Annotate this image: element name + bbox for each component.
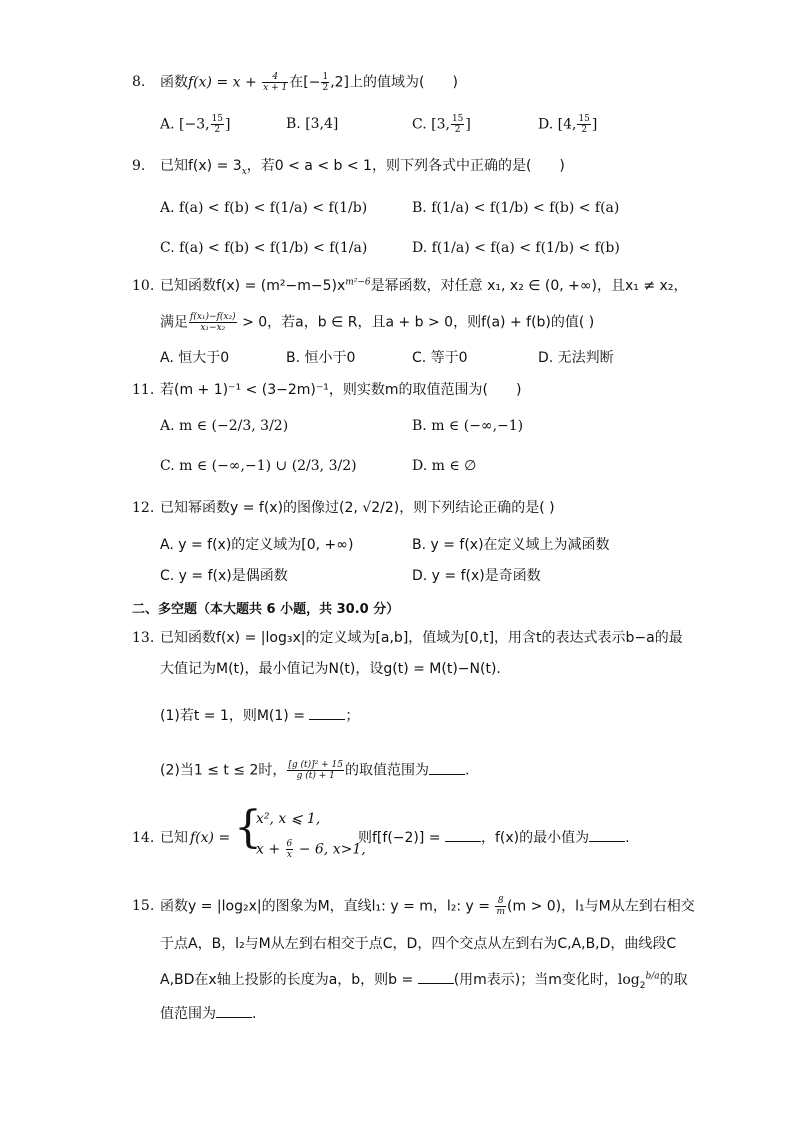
question-number: 15. [132, 898, 155, 914]
option-c: C. y = f(x)是偶函数 [160, 568, 288, 584]
question-number: 10. [132, 278, 155, 294]
question-stem-line2: 于点A，B，l₂与M从左到右相交于点C，D，四个交点从左到右为C,A,B,D，曲线段C [160, 936, 677, 952]
answer-blank[interactable] [429, 762, 465, 775]
question-stem: 则f[f(−2)] = ，f(x)的最小值为 . [358, 830, 630, 846]
question-stem-line3: A,BD在x轴上投影的长度为a，b，则b = (用m表示)；当m变化时，$\log_2^{b/a}$的取 [160, 971, 688, 991]
question-number: 13. [132, 630, 155, 646]
sub-question-2: (2)当1 ≤ t ≤ 2时， $\frac{\text{[g (t)]² + 15}}{g (t) + 1}$ 的取值范围为 . [160, 760, 470, 781]
question-stem: 函数f(x) = x + $\frac{4}{x + 1}$ 在[− $\frac{1}{2}$ ,2]上的值域为( ) [160, 72, 458, 93]
answer-blank[interactable] [418, 971, 454, 984]
option-c: C. 等于0 [412, 350, 468, 366]
question-stem-prefix: 已知 [160, 830, 188, 846]
option-b: B. 恒小于0 [286, 350, 356, 366]
section-heading: 二、多空题（本大题共 6 小题，共 30.0 分） [132, 602, 400, 617]
piecewise-brace: { [234, 802, 262, 853]
option-b: B. y = f(x)在定义域上为减函数 [412, 537, 610, 553]
option-d: D. 无法判断 [538, 350, 614, 366]
function-label: f(x) = [190, 830, 231, 846]
answer-blank[interactable] [309, 707, 345, 720]
piecewise-case-1: x², x ⩽ 1, [256, 811, 321, 827]
option-d: D. f(1/a) < f(a) < f(1/b) < f(b) [412, 240, 620, 256]
option-a: A. m ∈ (−2/3, 3/2) [160, 418, 289, 434]
answer-blank[interactable] [589, 829, 625, 842]
option-b: B. m ∈ (−∞,−1) [412, 418, 524, 434]
option-d: D. m ∈ ∅ [412, 458, 477, 474]
option-a: A. 恒大于0 [160, 350, 230, 366]
question-number: 12. [132, 500, 155, 516]
question-stem: 已知函数$f(x) = (m^2-m-5)x^{m^2-6}$是幂函数，对任意 x₁, x₂ ∈ (0, +∞)，且x₁ ≠ x₂， [160, 277, 688, 294]
answer-blank[interactable] [216, 1005, 252, 1018]
question-stem-line4: 值范围为 . [160, 1006, 257, 1022]
option-c: C. f(a) < f(b) < f(1/b) < f(1/a) [160, 240, 368, 256]
option-a: A. f(a) < f(b) < f(1/a) < f(1/b) [160, 200, 368, 216]
option-d: D. [4, $\frac{15}{2}$ ] [538, 114, 598, 135]
question-number: 14. [132, 830, 155, 846]
option-a: A. [−3, $\frac{15}{2}$ ] [160, 114, 231, 135]
question-stem: 若(m + 1)⁻¹ < (3−2m)⁻¹，则实数m的取值范围为( ) [160, 382, 522, 398]
piecewise-case-2: x + $\frac{6}{x}$ − 6, x>1, [256, 839, 366, 860]
question-stem: 已知$f(x) = 3_x$，若0 < a < b < 1，则下列各式中正确的是( ) [160, 158, 565, 177]
option-b: B. [3,4] [286, 116, 339, 132]
question-stem: 已知幂函数y = f(x)的图像过(2, √2/2)，则下列结论正确的是( ) [160, 500, 555, 516]
question-stem: 已知函数f(x) = |log₃x|的定义域为[a,b]，值域为[0,t]，用含t的表达式表示b−a的最 [160, 630, 683, 646]
question-number: 11. [132, 382, 155, 398]
question-stem-line2: 满足 $\frac{\text{f(x₁)−f(x₂)}}{\text{x₁−x₂}}$ > 0，若a，b ∈ R，且a + b > 0，则f(a) + f(b)的值( ) [160, 312, 595, 333]
question-stem-line2: 大值记为M(t)，最小值记为N(t)，设g(t) = M(t)−N(t). [160, 661, 501, 677]
option-a: A. y = f(x)的定义域为[0, +∞) [160, 537, 354, 553]
sub-question-1: (1)若t = 1，则M(1) = ； [160, 708, 360, 724]
option-c: C. m ∈ (−∞,−1) ∪ (2/3, 3/2) [160, 458, 357, 474]
option-b: B. f(1/a) < f(1/b) < f(b) < f(a) [412, 200, 620, 216]
option-d: D. y = f(x)是奇函数 [412, 568, 541, 584]
answer-blank[interactable] [445, 829, 481, 842]
option-c: C. [3, $\frac{15}{2}$ ] [412, 114, 471, 135]
question-stem: 函数y = |log₂x|的图象为M，直线l₁: y = m，l₂: y = $\frac{8}{m}$ (m > 0)，l₁与M从左到右相交 [160, 896, 695, 917]
question-number: 9. [132, 158, 146, 174]
question-number: 8. [132, 74, 146, 90]
